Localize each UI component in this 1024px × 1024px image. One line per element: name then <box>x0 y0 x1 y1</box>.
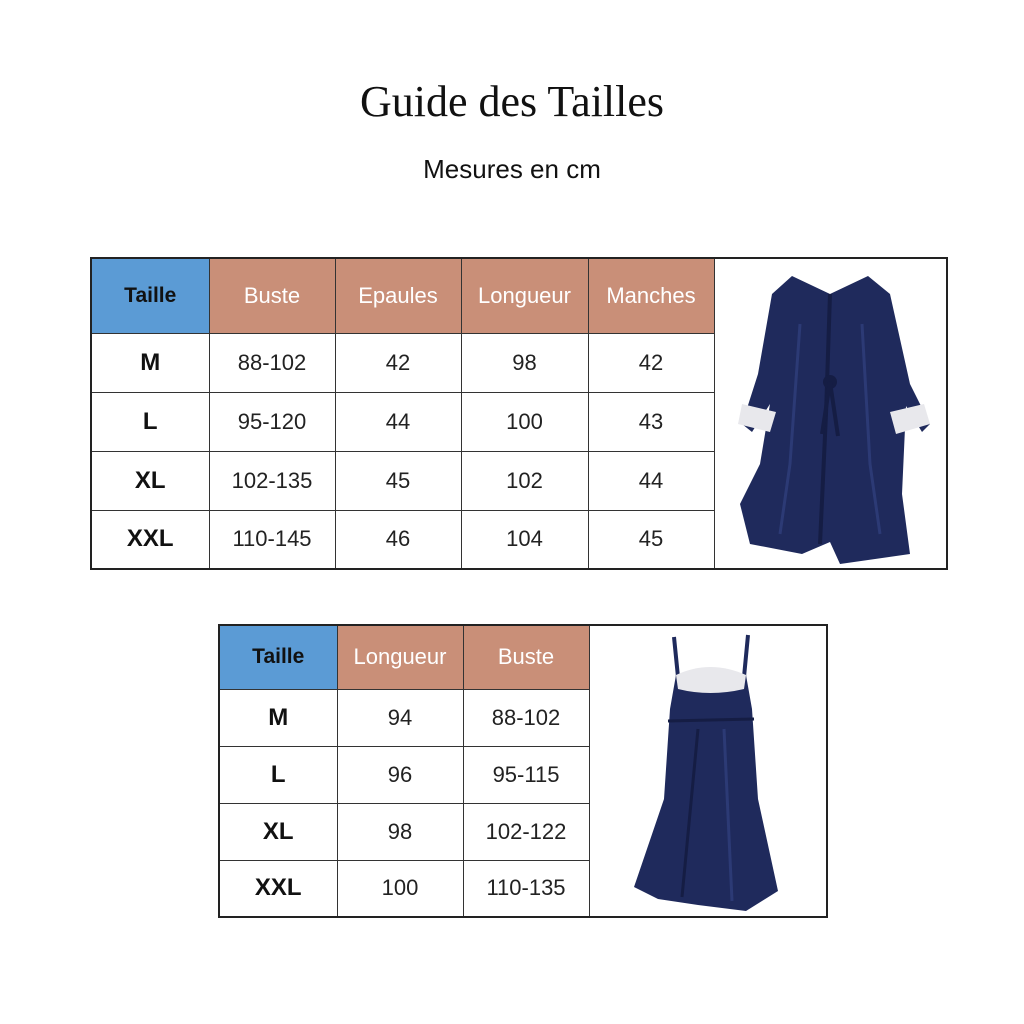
cell-buste: 95-115 <box>463 746 589 803</box>
header-longueur: Longueur <box>461 258 588 333</box>
cell-longueur: 100 <box>461 392 588 451</box>
cell-buste: 102-135 <box>209 451 335 510</box>
size-table-robe <box>90 257 948 570</box>
size-label: XXL <box>219 860 337 917</box>
size-label: XL <box>219 803 337 860</box>
cell-epaules: 45 <box>335 451 461 510</box>
header-taille: Taille <box>219 625 337 689</box>
cell-epaules: 42 <box>335 333 461 392</box>
cell-longueur: 98 <box>461 333 588 392</box>
page-subtitle: Mesures en cm <box>423 154 601 184</box>
cell-manches: 42 <box>588 333 714 392</box>
cell-longueur: 98 <box>337 803 463 860</box>
cell-manches: 45 <box>588 510 714 569</box>
header-manches: Manches <box>588 258 714 333</box>
header-buste: Buste <box>209 258 335 333</box>
cell-buste: 88-102 <box>209 333 335 392</box>
cell-buste: 110-135 <box>463 860 589 917</box>
cell-longueur: 102 <box>461 451 588 510</box>
cell-longueur: 96 <box>337 746 463 803</box>
header-longueur: Longueur <box>337 625 463 689</box>
cell-buste: 110-145 <box>209 510 335 569</box>
page-title: Guide des Tailles <box>359 77 665 126</box>
size-label: M <box>219 689 337 746</box>
cell-longueur: 94 <box>337 689 463 746</box>
cell-epaules: 46 <box>335 510 461 569</box>
cell-buste: 95-120 <box>209 392 335 451</box>
robe-icon <box>730 264 930 564</box>
size-label: M <box>91 333 209 392</box>
nightdress-image-cell <box>589 625 827 917</box>
cell-buste: 102-122 <box>463 803 589 860</box>
header-epaules: Epaules <box>335 258 461 333</box>
cell-manches: 44 <box>588 451 714 510</box>
cell-buste: 88-102 <box>463 689 589 746</box>
robe-image-cell <box>714 258 947 569</box>
size-label: XXL <box>91 510 209 569</box>
header-buste: Buste <box>463 625 589 689</box>
cell-longueur: 104 <box>461 510 588 569</box>
size-table-nightdress <box>218 624 828 918</box>
header-taille: Taille <box>91 258 209 333</box>
cell-epaules: 44 <box>335 392 461 451</box>
size-label: L <box>219 746 337 803</box>
size-label: XL <box>91 451 209 510</box>
nightdress-icon <box>628 629 788 913</box>
size-label: L <box>91 392 209 451</box>
cell-longueur: 100 <box>337 860 463 917</box>
cell-manches: 43 <box>588 392 714 451</box>
